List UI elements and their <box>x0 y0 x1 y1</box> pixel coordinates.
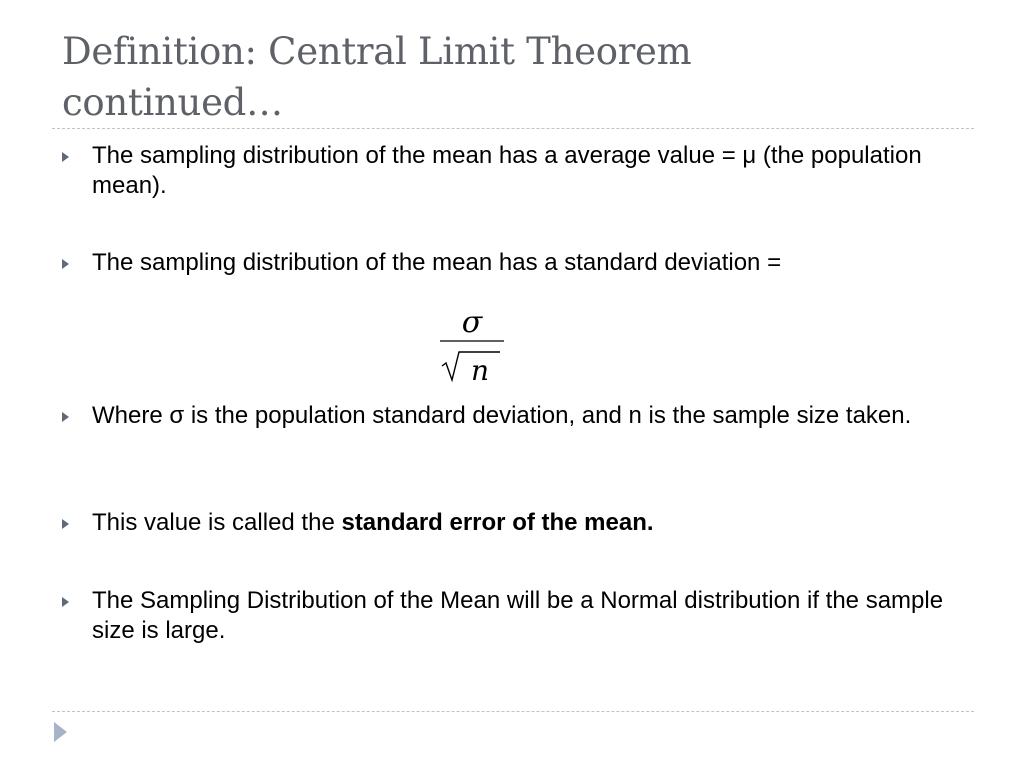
bullet-item <box>62 586 962 646</box>
bullet-text-regular: This value is called the <box>92 509 342 536</box>
bullet-triangle-icon <box>62 412 69 422</box>
bullet-text: The sampling distribution of the mean has a average value = μ (the population mean). <box>92 142 922 199</box>
bullet-triangle-icon <box>62 597 69 607</box>
formula-numerator: σ <box>461 305 483 340</box>
bullet-item <box>62 248 962 278</box>
footer-divider <box>52 711 974 712</box>
bullet-item <box>62 401 962 431</box>
slide-title <box>62 26 962 128</box>
bullet-triangle-icon <box>62 259 69 269</box>
bullet-text: The sampling distribution of the mean has a standard deviation = <box>92 249 782 276</box>
bullet-text-bold: standard error of the mean. <box>341 509 654 536</box>
standard-error-formula <box>436 302 508 390</box>
bullet-text: The Sampling Distribution of the Mean will be a Normal distribution if the sample size is large. <box>92 587 944 644</box>
title-line-1: Definition: Central Limit Theorem <box>62 30 692 73</box>
bullet-text <box>92 508 962 538</box>
play-arrow-icon[interactable] <box>54 722 67 742</box>
bullet-triangle-icon <box>62 519 69 529</box>
formula-denominator: n <box>470 354 490 387</box>
title-divider <box>52 128 974 129</box>
title-line-2: continued… <box>62 81 283 124</box>
bullet-item <box>62 141 962 201</box>
bullet-triangle-icon <box>62 152 69 162</box>
bullet-item <box>62 508 962 538</box>
bullet-text: Where σ is the population standard deviation, and n is the sample size taken. <box>92 402 912 429</box>
